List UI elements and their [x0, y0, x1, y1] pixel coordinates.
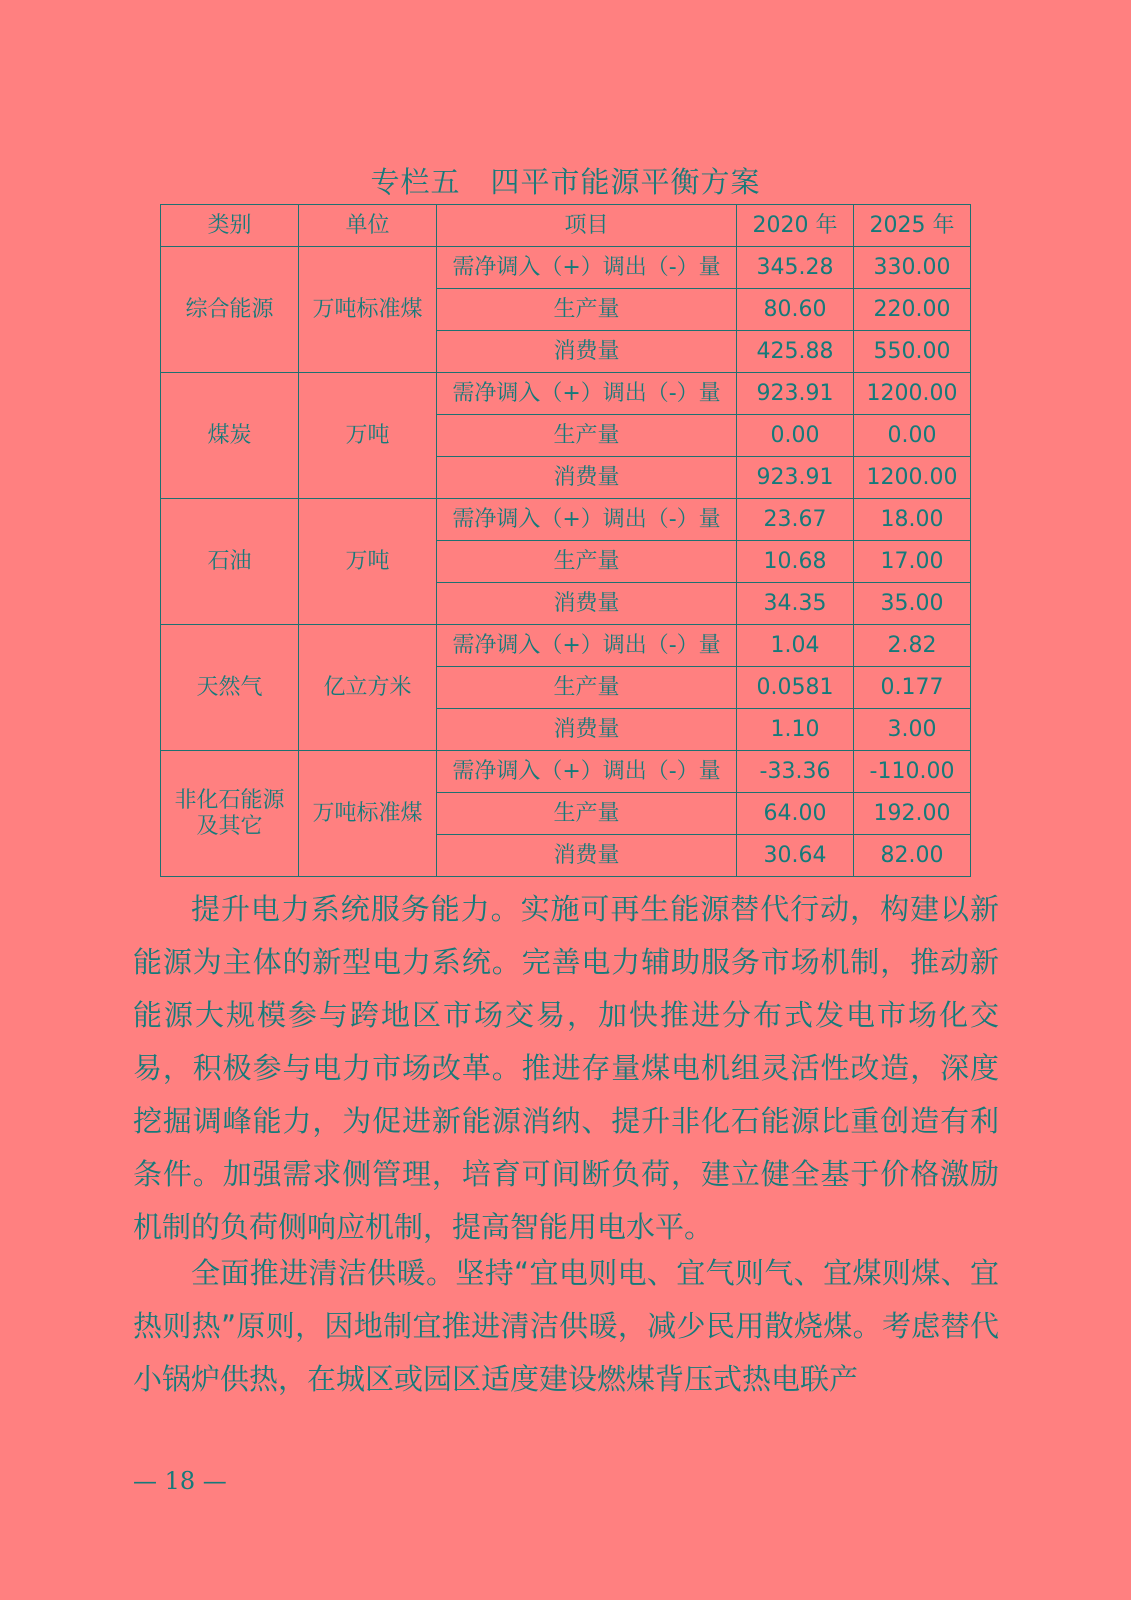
- value-2020-cell: -33.36: [737, 751, 854, 793]
- unit-cell: 万吨: [299, 373, 437, 499]
- value-2025-cell: 550.00: [854, 331, 971, 373]
- value-2025-cell: 82.00: [854, 835, 971, 877]
- item-cell: 生产量: [437, 667, 737, 709]
- value-2020-cell: 1.04: [737, 625, 854, 667]
- category-cell: 天然气: [161, 625, 299, 751]
- value-2025-cell: 1200.00: [854, 457, 971, 499]
- unit-cell: 亿立方米: [299, 625, 437, 751]
- value-2025-cell: 192.00: [854, 793, 971, 835]
- unit-cell: 万吨标准煤: [299, 247, 437, 373]
- table-row: [161, 625, 971, 667]
- item-cell: 需净调入（+）调出（-）量: [437, 625, 737, 667]
- energy-balance-table: [160, 204, 971, 877]
- unit-cell: 万吨标准煤: [299, 751, 437, 877]
- value-2025-cell: -110.00: [854, 751, 971, 793]
- value-2020-cell: 425.88: [737, 331, 854, 373]
- unit-cell: 万吨: [299, 499, 437, 625]
- item-cell: 需净调入（+）调出（-）量: [437, 247, 737, 289]
- category-cell: 石油: [161, 499, 299, 625]
- value-2020-cell: 30.64: [737, 835, 854, 877]
- value-2025-cell: 2.82: [854, 625, 971, 667]
- value-2020-cell: 23.67: [737, 499, 854, 541]
- paragraph-clean-heating: 全面推进清洁供暖。坚持“宜电则电、宜气则气、宜煤则煤、宜热则热”原则，因地制宜推进清洁供暖，减少民用散烧煤。考虑替代小锅炉供热，在城区或园区适度建设燃煤背压式热电联产: [133, 1256, 999, 1396]
- value-2020-cell: 64.00: [737, 793, 854, 835]
- item-cell: 生产量: [437, 793, 737, 835]
- value-2025-cell: 1200.00: [854, 373, 971, 415]
- value-2020-cell: 34.35: [737, 583, 854, 625]
- value-2020-cell: 923.91: [737, 373, 854, 415]
- item-cell: 消费量: [437, 457, 737, 499]
- value-2020-cell: 923.91: [737, 457, 854, 499]
- item-cell: 需净调入（+）调出（-）量: [437, 751, 737, 793]
- table-title: 专栏五 四平市能源平衡方案: [370, 165, 761, 199]
- value-2025-cell: 220.00: [854, 289, 971, 331]
- item-cell: 生产量: [437, 541, 737, 583]
- value-2020-cell: 0.00: [737, 415, 854, 457]
- table-row: [161, 499, 971, 541]
- item-cell: 消费量: [437, 835, 737, 877]
- value-2025-cell: 18.00: [854, 499, 971, 541]
- value-2025-cell: 17.00: [854, 541, 971, 583]
- value-2020-cell: 10.68: [737, 541, 854, 583]
- value-2020-cell: 345.28: [737, 247, 854, 289]
- item-cell: 消费量: [437, 583, 737, 625]
- item-cell: 生产量: [437, 415, 737, 457]
- value-2025-cell: 0.177: [854, 667, 971, 709]
- value-2025-cell: 3.00: [854, 709, 971, 751]
- table-row: [161, 373, 971, 415]
- value-2020-cell: 0.0581: [737, 667, 854, 709]
- table-header-row: [161, 205, 971, 247]
- header-item: 项目: [437, 205, 737, 247]
- item-cell: 消费量: [437, 331, 737, 373]
- paragraph-power-system: 提升电力系统服务能力。实施可再生能源替代行动，构建以新能源为主体的新型电力系统。完善电力辅助服务市场机制，推动新能源大规模参与跨地区市场交易，加快推进分布式发电市场化交易，积极参与电力市场改革。推进存量煤电机组灵活性改造，深度挖掘调峰能力，为促进新能源消纳、提升非化石能源比重创造有利条件。加强需求侧管理，培育可间断负荷，建立健全基于价格激励机制的负荷侧响应机制，提高智能用电水平。: [133, 892, 999, 1244]
- category-cell: 非化石能源及其它: [161, 751, 299, 877]
- item-cell: 消费量: [437, 709, 737, 751]
- item-cell: 生产量: [437, 289, 737, 331]
- value-2025-cell: 35.00: [854, 583, 971, 625]
- header-2025: 2025 年: [854, 205, 971, 247]
- value-2025-cell: 0.00: [854, 415, 971, 457]
- page-number: — 18 —: [133, 1467, 227, 1495]
- table-row: [161, 751, 971, 793]
- header-unit: 单位: [299, 205, 437, 247]
- category-cell: 综合能源: [161, 247, 299, 373]
- header-2020: 2020 年: [737, 205, 854, 247]
- category-cell: 煤炭: [161, 373, 299, 499]
- item-cell: 需净调入（+）调出（-）量: [437, 499, 737, 541]
- header-category: 类别: [161, 205, 299, 247]
- value-2025-cell: 330.00: [854, 247, 971, 289]
- value-2020-cell: 80.60: [737, 289, 854, 331]
- value-2020-cell: 1.10: [737, 709, 854, 751]
- table-row: [161, 247, 971, 289]
- item-cell: 需净调入（+）调出（-）量: [437, 373, 737, 415]
